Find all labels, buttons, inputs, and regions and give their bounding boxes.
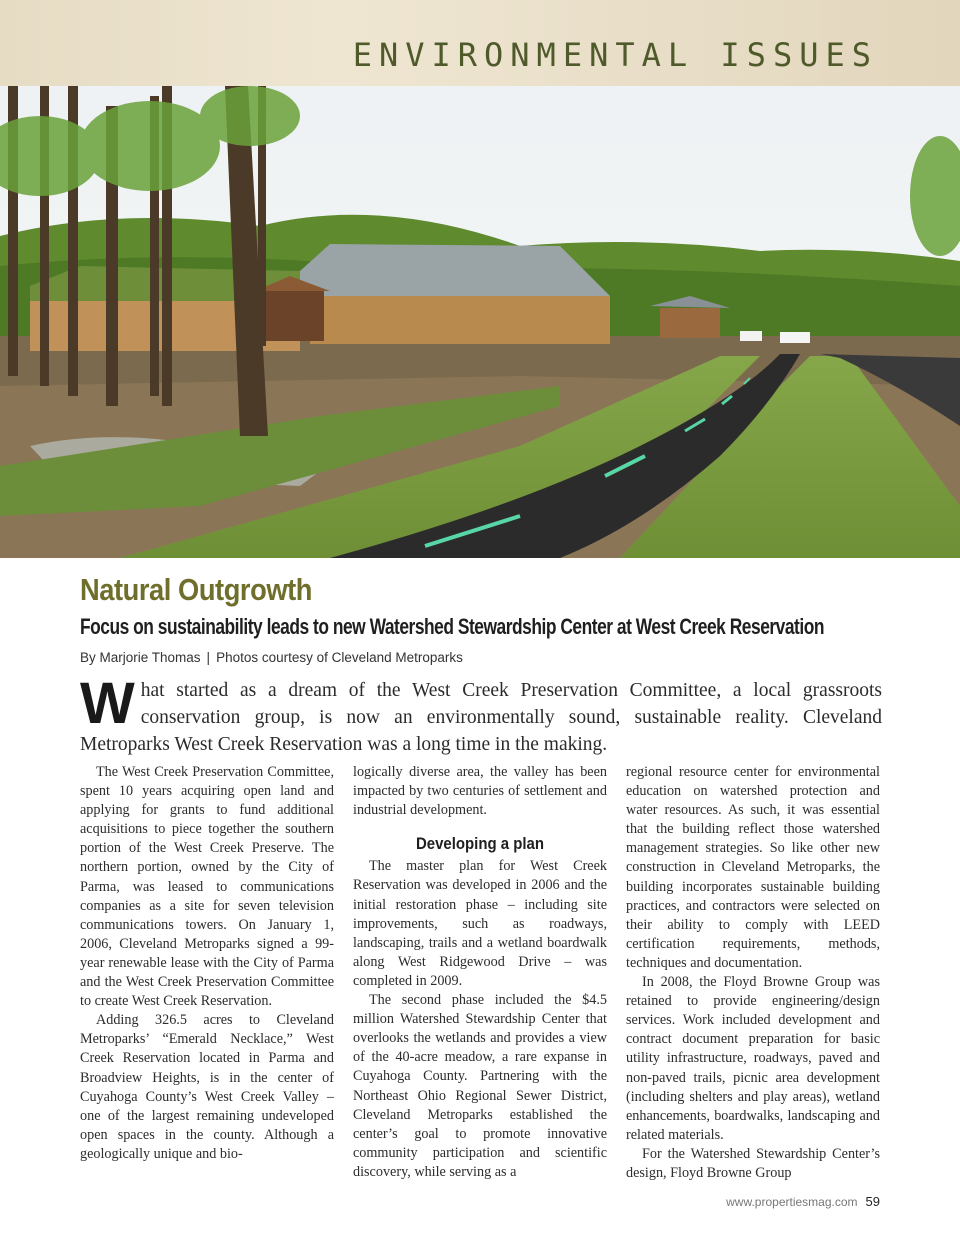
paragraph: Adding 326.5 acres to Cleveland Metroparks’ “Emerald Necklace,” West Creek Reservation located in Parma and Broadview Heights, is in the center of Cuyahoga County’s West Creek Valley – one of the largest remaining undeveloped open spaces in the county. Although a geologically unique and bio- bbox=[80, 1012, 334, 1162]
paragraph: The West Creek Preservation Committee, spent 10 years acquiring open land and applying for grants to fund additional acquisitions to piece together the southern portion of the West Creek Preserve. The northern portion, owned by the City of Parma, was leased to communications companies as a site for seven television communications towers. On January 1, 2006, Cleveland Metroparks signed a 99-year renewable lease with the City of Parma and the West Creek Preservation Committee to create West Creek Reservation. bbox=[80, 764, 334, 1010]
article-column-3 bbox=[626, 763, 880, 1183]
article-intro bbox=[80, 671, 882, 758]
article-subhead: Focus on sustainability leads to new Watershed Stewardship Center at West Creek Reservation bbox=[80, 614, 825, 639]
paragraph: For the Watershed Stewardship Center’s design, Floyd Browne Group bbox=[626, 1145, 880, 1181]
paragraph: The second phase included the $4.5 million Watershed Stewardship Center that overlooks the wetlands and provides a view of the 40-acre meadow, a rare expanse in Cuyahoga County. Partnering with the Northeast Ohio Regional Sewer District, Cleveland Metroparks established the center’s goal to promote innovative community participation and scientific discovery, while serving as a bbox=[353, 992, 607, 1180]
author: By Marjorie Thomas bbox=[80, 650, 201, 665]
photo-credit: Photos courtesy of Cleveland Metroparks bbox=[216, 650, 463, 665]
page-number: 59 bbox=[865, 1194, 880, 1209]
paragraph: In 2008, the Floyd Browne Group was retained to provide engineering/design services. Work included development and contract document preparation for basic utility infrastructure, roadways, paved and non-paved trails, picnic area development (including shelters and play areas), wetland enhancements, boardwalks, landscaping and related materials. bbox=[626, 974, 880, 1143]
hero-photo bbox=[0, 86, 960, 558]
section-banner bbox=[0, 0, 960, 86]
intro-text: hat started as a dream of the West Creek Preservation Committee, a local grassroots conservation group, is now an environmentally sound, sustainable reality. Cleveland Metroparks West Creek Reservation was a long time in the making. bbox=[80, 680, 882, 755]
article-headline: Natural Outgrowth bbox=[80, 572, 312, 607]
footer-url: www.propertiesmag.com bbox=[726, 1195, 858, 1209]
article-column-2 bbox=[353, 763, 607, 1182]
page-footer bbox=[726, 1194, 880, 1209]
paragraph: logically diverse area, the valley has been impacted by two centuries of settlement and industrial development. bbox=[353, 764, 607, 819]
paragraph: The master plan for West Creek Reservation was developed in 2006 and the initial restoration phase – including site improvements, such as roadways, landscaping, trails and a wetland boardwalk along West Ridgewood Drive – was completed in 2009. bbox=[353, 858, 607, 989]
section-title: ENVIRONMENTAL ISSUES bbox=[352, 36, 878, 74]
section-heading: Developing a plan bbox=[415, 834, 545, 854]
paragraph: regional resource center for environmental education on watershed protection and water resources. As such, it was essential that the building reflect those watershed management strategies. So like other new construction in Cleveland Metroparks, the building incorporates sustainable building practices, and contractors were selected on their ability to comply with LEED certification requirements, methods, techniques and documentation. bbox=[626, 764, 880, 971]
byline: By Marjorie Thomas | Photos courtesy of Cleveland Metroparks bbox=[80, 650, 463, 665]
article-column-1 bbox=[80, 763, 334, 1164]
drop-cap: W bbox=[80, 671, 135, 736]
